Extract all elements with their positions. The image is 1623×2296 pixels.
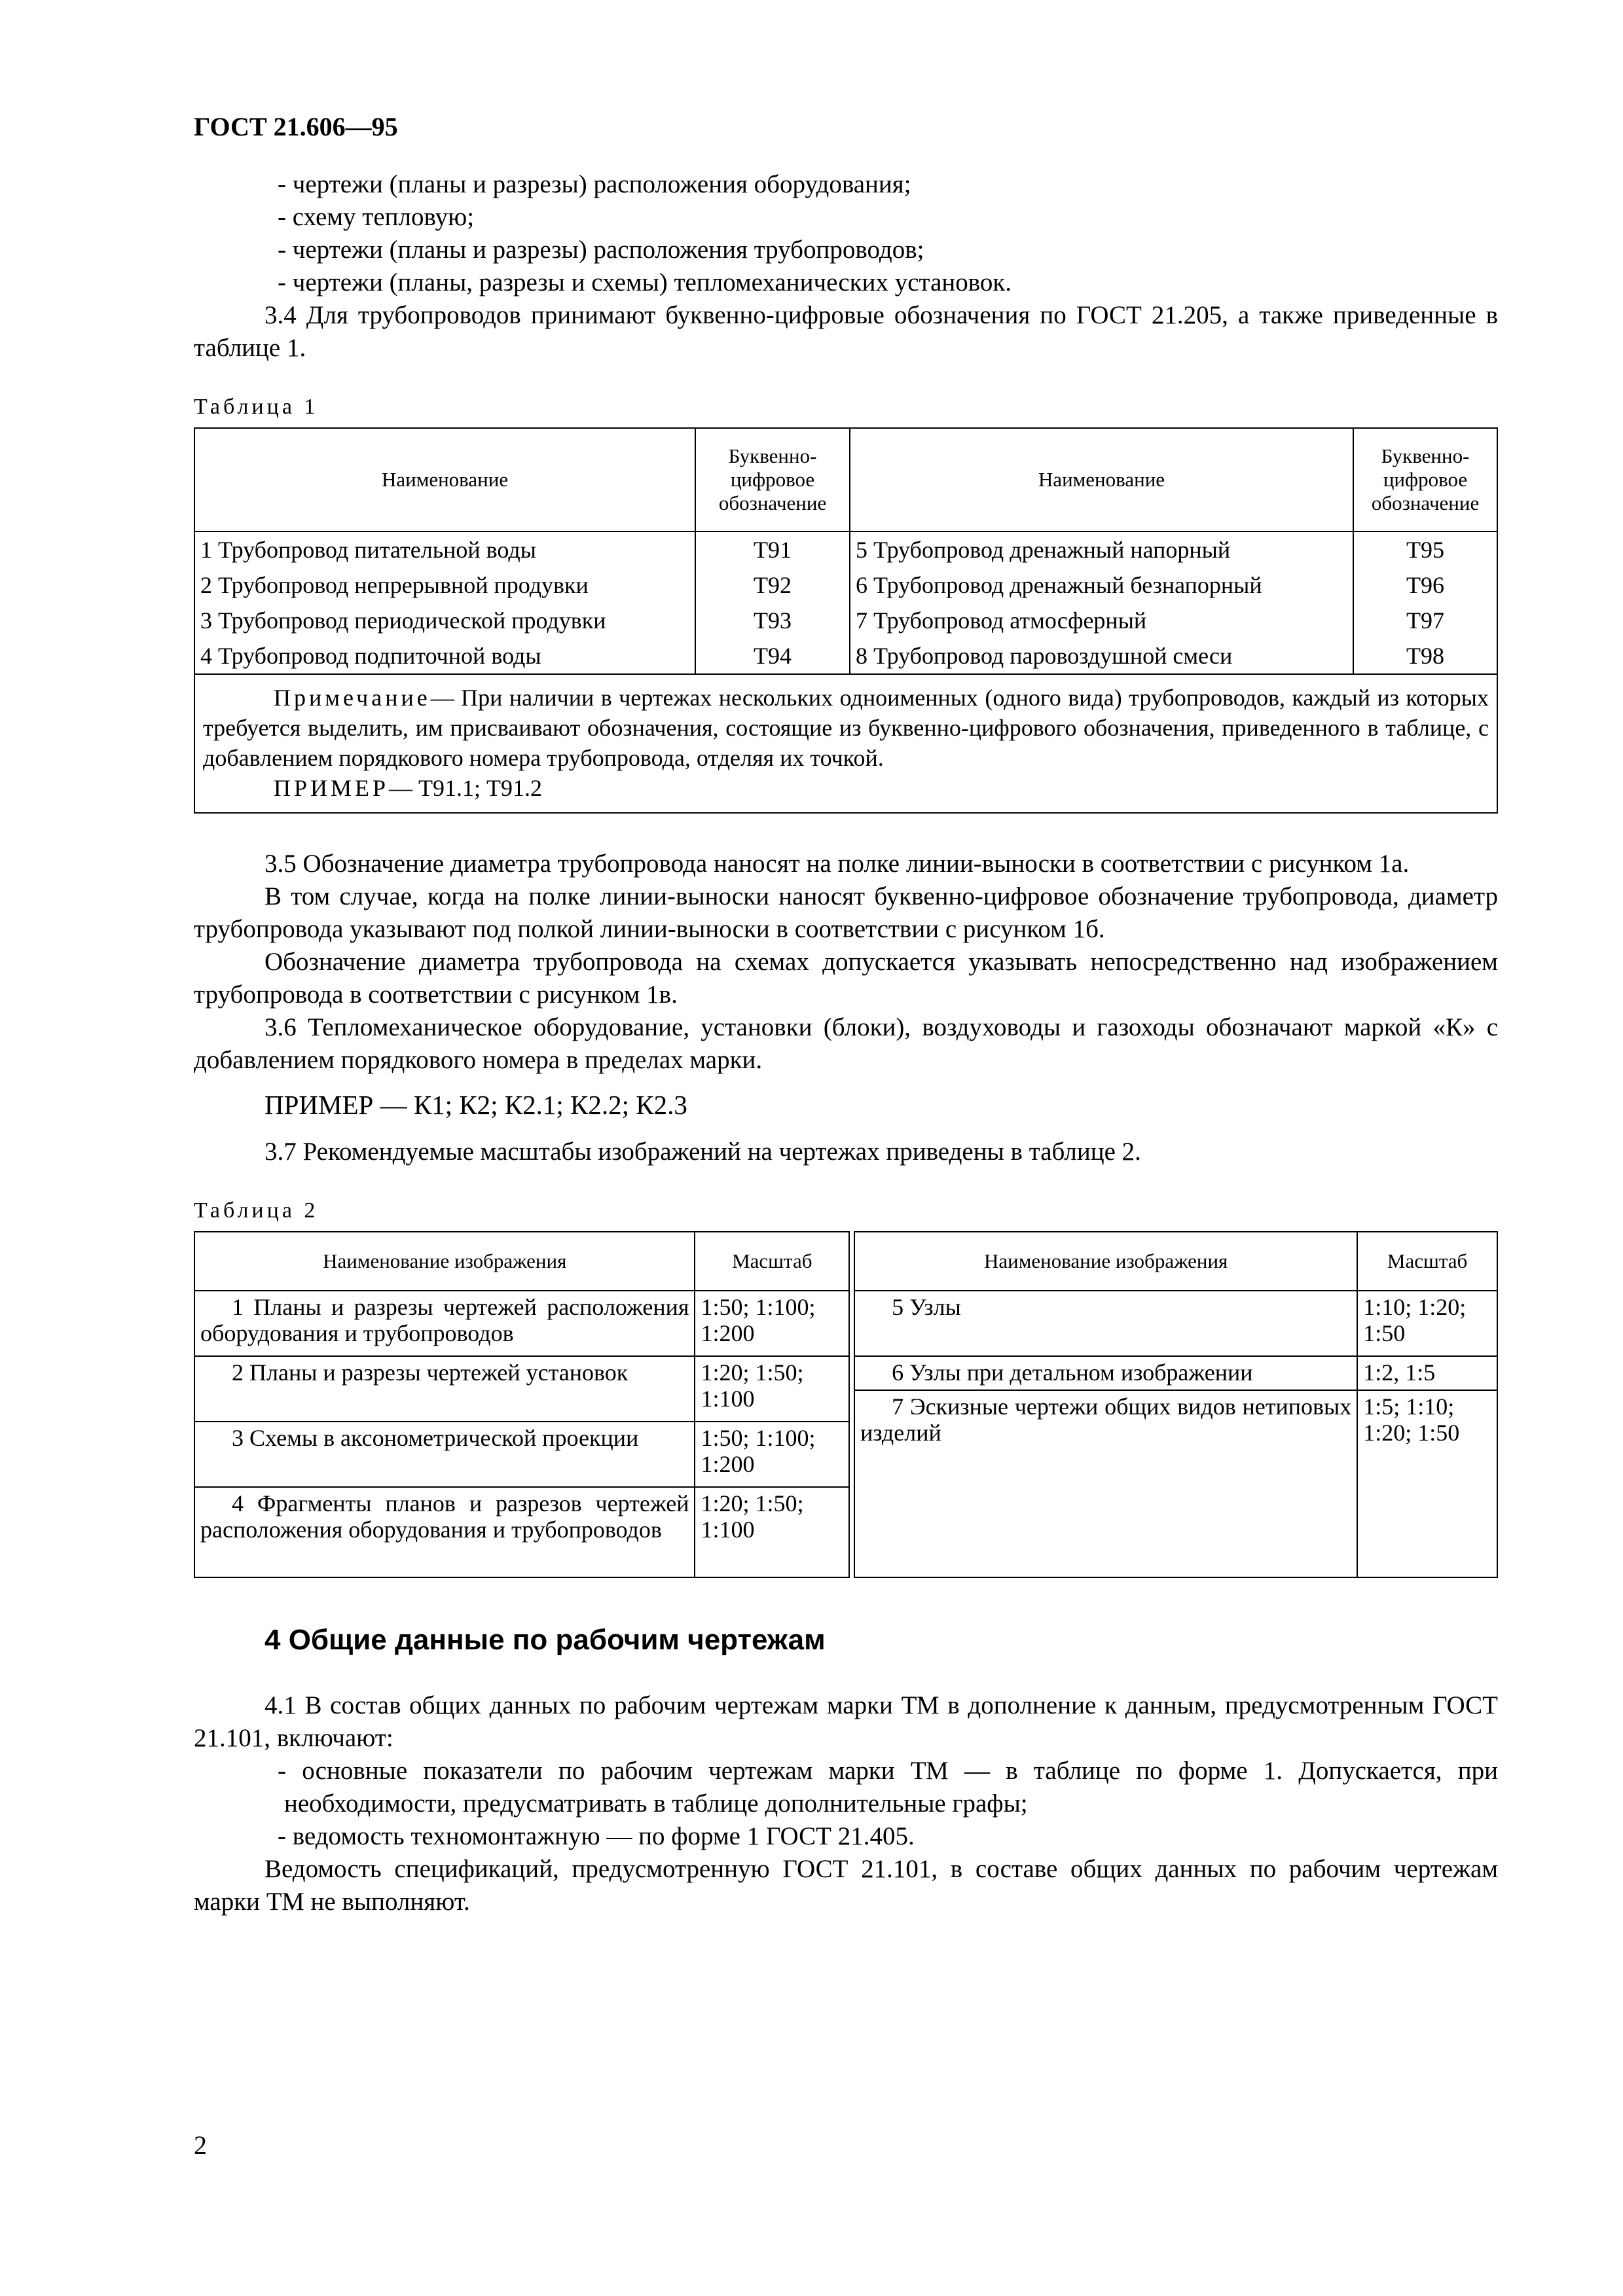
note-text: — При наличии в чертежах нескольких одноименных (одного вида) трубопроводов, каждый из которых требуется выделить, им присваивают обозначения, состоящие из буквенно-цифрового обозначения, приведенного в таблице, с добавлением порядкового номера трубопровода, отделяя их точкой. [203,685,1489,771]
table2-gap [849,1487,854,1577]
table2-gap [849,1422,854,1487]
list-item: - схему тепловую; [278,203,475,231]
table2-header-scale: Масштаб [695,1232,849,1291]
table1-cell-name: 8 Трубопровод паровоздушной смеси [850,638,1353,674]
table1-cell-code: Т98 [1353,638,1497,674]
list-item: - основные показатели по рабочим чертежам марки ТМ — в таблице по форме 1. Допускается, при необходимости, предусматривать в таблице дополнительные графы; [278,1757,1498,1818]
table2-cell-scale: 1:10; 1:20; 1:50 [1357,1291,1497,1356]
note-paragraph [203,683,1489,773]
document-page [194,111,1498,1918]
table2-caption: Таблица 2 [194,1198,319,1223]
table2-cell-scale: 1:50; 1:100; 1:200 [695,1422,849,1487]
paragraph-3-4: 3.4 Для трубопроводов принимают буквенно-цифровые обозначения по ГОСТ 21.205, а также приведенные в таблице 1. [194,301,1498,362]
table1-cell-name: 1 Трубопровод питательной воды [194,531,695,567]
table2-cell-scale: 1:20; 1:50; 1:100 [695,1487,849,1577]
paragraph-3-5: В том случае, когда на полке линии-выноски наносят буквенно-цифровое обозначение трубопровода, диаметр трубопровода указывают под полкой линии-выноски в соответствии с рисунком 1б. [194,882,1498,943]
table1-cell-name: 5 Трубопровод дренажный напорный [850,531,1353,567]
table2-cell-name: 3 Схемы в аксонометрической проекции [194,1422,695,1487]
table1-cell-name: 4 Трубопровод подпиточной воды [194,638,695,674]
table1-cell-name: 3 Трубопровод периодической продувки [194,603,695,638]
table2-cell-name: 4 Фрагменты планов и разрезов чертежей расположения оборудования и трубопроводов [194,1487,695,1577]
paragraph-3-6: 3.6 Тепломеханическое оборудование, установки (блоки), воздуховоды и газоходы обозначают маркой «К» с добавлением порядкового номера в пределах марки. [194,1013,1498,1074]
table2-cell-name: 6 Узлы при детальном изображении [854,1356,1357,1390]
paragraph-4-1: 4.1 В состав общих данных по рабочим чертежам марки ТМ в дополнение к данным, предусмотренным ГОСТ 21.101, включают: [194,1691,1498,1752]
note-label: Примечание [274,685,431,711]
list-item: - чертежи (планы и разрезы) расположения трубопроводов; [278,236,924,264]
table2-cell-name: 7 Эскизные чертежи общих видов нетиповых изделий [854,1390,1357,1577]
table1-cell-code: Т93 [695,603,850,638]
table1-cell-code: Т96 [1353,567,1497,603]
paragraph-3-5: Обозначение диаметра трубопровода на схемах допускается указывать непосредственно над изображением трубопровода в соответствии с рисунком 1в. [194,948,1498,1009]
table2-header-row [194,1232,1497,1291]
table2-header-name: Наименование изображения [854,1232,1357,1291]
table2-cell-name: 1 Планы и разрезы чертежей расположения оборудования и трубопроводов [194,1291,695,1356]
table2-gap [849,1232,854,1291]
page-number: 2 [194,2130,207,2160]
table2-gap [849,1291,854,1356]
table2-cell-name: 5 Узлы [854,1291,1357,1356]
table1-header-name: Наименование [850,428,1353,531]
table1-cell-name: 2 Трубопровод непрерывной продувки [194,567,695,603]
table2-gap [849,1390,854,1422]
table-row [194,567,1497,603]
table2-header-scale: Масштаб [1357,1232,1497,1291]
table1-header-code: Буквенно-цифровое обозначение [695,428,850,531]
list-item: - чертежи (планы и разрезы) расположения оборудования; [278,170,911,198]
note-example [203,773,1489,803]
example-3-6: ПРИМЕР — К1; К2; К2.1; К2.2; К2.3 [264,1090,687,1120]
list-item: - ведомость техномонтажную — по форме 1 ГОСТ 21.405. [278,1822,915,1850]
table1-header-name: Наименование [194,428,695,531]
document-header: ГОСТ 21.606—95 [194,112,398,141]
table1-cell-name: 7 Трубопровод атмосферный [850,603,1353,638]
final-paragraph: Ведомость спецификаций, предусмотренную ГОСТ 21.101, в составе общих данных по рабочим чертежам марки ТМ не выполняют. [194,1855,1498,1916]
table1-note-row [194,674,1497,813]
table1-cell-code: Т92 [695,567,850,603]
table2-cell-scale: 1:50; 1:100; 1:200 [695,1291,849,1356]
table-row [194,531,1497,567]
table-row [194,1356,1497,1390]
example-text: — Т91.1; Т91.2 [389,775,543,801]
table-row [194,603,1497,638]
table1-cell-code: Т97 [1353,603,1497,638]
table1-caption: Таблица 1 [194,395,319,419]
table1-cell-code: Т91 [695,531,850,567]
paragraph-3-7: 3.7 Рекомендуемые масштабы изображений на чертежах приведены в таблице 2. [264,1138,1141,1166]
table1-cell-code: Т95 [1353,531,1497,567]
table-row [194,638,1497,674]
table1-header-code: Буквенно-цифровое обозначение [1353,428,1497,531]
table1-cell-code: Т94 [695,638,850,674]
list-item: - чертежи (планы, разрезы и схемы) тепломеханических установок. [278,268,1012,296]
table-1 [194,427,1498,814]
table1-cell-name: 6 Трубопровод дренажный безнапорный [850,567,1353,603]
section-4-title: 4 Общие данные по рабочим чертежам [264,1624,826,1656]
example-label: ПРИМЕР [274,775,390,801]
table2-cell-name: 2 Планы и разрезы чертежей установок [194,1356,695,1422]
table-row [194,1291,1497,1356]
table1-header-row [194,428,1497,531]
table1-note [194,674,1497,813]
table2-cell-scale: 1:20; 1:50; 1:100 [695,1356,849,1422]
paragraph-3-5: 3.5 Обозначение диаметра трубопровода наносят на полке линии-выноски в соответствии с рисунком 1а. [264,850,1410,878]
table2-header-name: Наименование изображения [194,1232,695,1291]
table2-cell-scale: 1:2, 1:5 [1357,1356,1497,1390]
table-2 [194,1231,1498,1578]
table2-cell-scale: 1:5; 1:10; 1:20; 1:50 [1357,1390,1497,1577]
table2-gap [849,1356,854,1390]
